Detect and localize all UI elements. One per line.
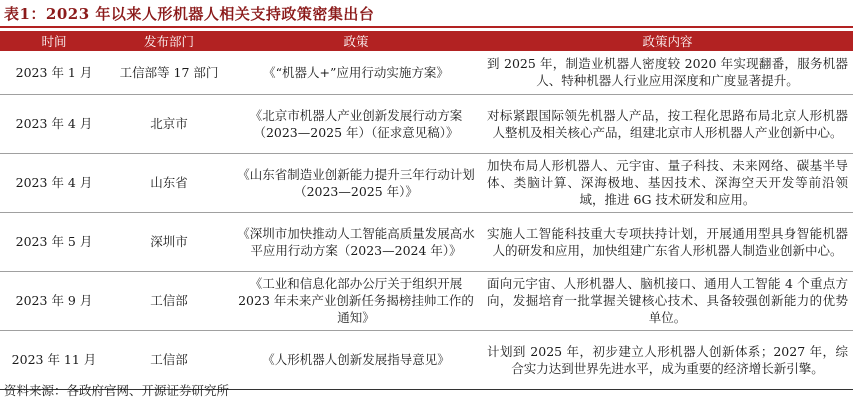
table-row <box>0 212 853 271</box>
cell-policy: 《深圳市加快推动人工智能高质量发展高水平应用行动方案（2023—2024 年）》 <box>230 212 482 271</box>
header-policy: 政策 <box>230 31 482 51</box>
cell-content: 实施人工智能科技重大专项扶持计划，开展通用型具身智能机器人的研发和应用，加快组建广东省人形机器人制造业创新中心。 <box>482 212 853 271</box>
policy-table <box>0 31 853 390</box>
cell-time: 2023 年 4 月 <box>0 153 108 212</box>
cell-dept: 深圳市 <box>108 212 230 271</box>
cell-time: 2023 年 4 月 <box>0 94 108 153</box>
table-row <box>0 153 853 212</box>
table-row <box>0 271 853 330</box>
cell-time: 2023 年 1 月 <box>0 51 108 94</box>
cell-content: 面向元宇宙、人形机器人、脑机接口、通用人工智能 4 个重点方向，发掘培育一批掌握关键核心技术、具备较强创新能力的优势单位。 <box>482 271 853 330</box>
cell-dept: 北京市 <box>108 94 230 153</box>
source-note: 资料来源：各政府官网、开源证券研究所 <box>4 383 230 398</box>
cell-content: 到 2025 年，制造业机器人密度较 2020 年实现翻番，服务机器人、特种机器人行业应用深度和广度显著提升。 <box>482 51 853 94</box>
cell-policy: 《人形机器人创新发展指导意见》 <box>230 330 482 389</box>
table-header-row <box>0 31 853 51</box>
cell-content: 对标紧跟国际领先机器人产品，按工程化思路布局北京人形机器人整机及相关核心产品，组建北京市人形机器人产业创新中心。 <box>482 94 853 153</box>
title-rule <box>0 26 853 28</box>
header-content: 政策内容 <box>482 31 853 51</box>
table-row <box>0 51 853 94</box>
cell-policy: 《山东省制造业创新能力提升三年行动计划（2023—2025 年）》 <box>230 153 482 212</box>
cell-time: 2023 年 9 月 <box>0 271 108 330</box>
cell-dept: 工信部 <box>108 271 230 330</box>
cell-policy: 《“机器人+”应用行动实施方案》 <box>230 51 482 94</box>
cell-content: 加快布局人形机器人、元宇宙、量子科技、未来网络、碳基半导体、类脑计算、深海极地、基因技术、深海空天开发等前沿领域，推进 6G 技术研发和应用。 <box>482 153 853 212</box>
header-time: 时间 <box>0 31 108 51</box>
cell-dept: 工信部 <box>108 330 230 389</box>
cell-dept: 工信部等 17 部门 <box>108 51 230 94</box>
cell-time: 2023 年 5 月 <box>0 212 108 271</box>
cell-time: 2023 年 11 月 <box>0 330 108 389</box>
table-title: 表1：2023 年以来人形机器人相关支持政策密集出台 <box>4 5 375 23</box>
cell-content: 计划到 2025 年，初步建立人形机器人创新体系；2027 年，综合实力达到世界先进水平，成为重要的经济增长新引擎。 <box>482 330 853 389</box>
cell-dept: 山东省 <box>108 153 230 212</box>
cell-policy: 《北京市机器人产业创新发展行动方案（2023—2025 年）（征求意见稿）》 <box>230 94 482 153</box>
table-row <box>0 94 853 153</box>
cell-policy: 《工业和信息化部办公厅关于组织开展 2023 年未来产业创新任务揭榜挂帅工作的通知》 <box>230 271 482 330</box>
header-dept: 发布部门 <box>108 31 230 51</box>
